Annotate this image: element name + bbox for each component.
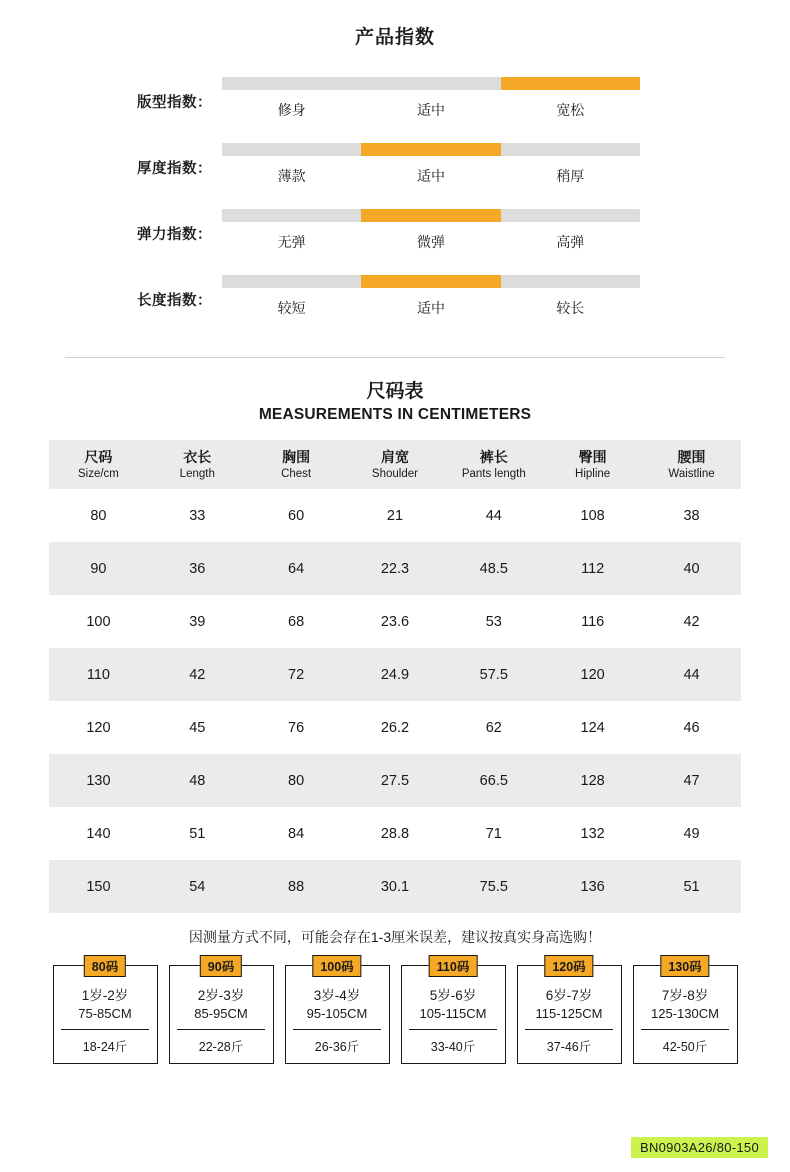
age-guide-size-tag: 90码 bbox=[200, 955, 242, 977]
table-cell: 110 bbox=[49, 648, 148, 701]
table-cell: 84 bbox=[247, 807, 346, 860]
table-cell: 150 bbox=[49, 860, 148, 913]
table-cell: 39 bbox=[148, 595, 247, 648]
table-row bbox=[49, 754, 741, 807]
product-index-list bbox=[0, 77, 790, 341]
table-cell: 49 bbox=[642, 807, 741, 860]
size-chart-title: 尺码表 bbox=[366, 381, 424, 402]
table-cell: 90 bbox=[49, 542, 148, 595]
age-guide-age: 3岁-4岁 bbox=[313, 988, 361, 1003]
column-header-en: Hipline bbox=[575, 468, 611, 480]
size-table-header-row bbox=[49, 440, 741, 489]
column-header-en: Length bbox=[179, 468, 215, 480]
age-guide-age: 1岁-2岁 bbox=[81, 988, 129, 1003]
table-cell: 108 bbox=[543, 489, 642, 542]
size-table-column-header bbox=[543, 440, 642, 489]
product-index-bar-wrap bbox=[222, 77, 640, 120]
table-cell: 28.8 bbox=[346, 807, 445, 860]
column-header-cn: 胸围 bbox=[282, 449, 311, 465]
product-index-tick-label: 较短 bbox=[277, 300, 306, 316]
column-header-cn: 腰围 bbox=[677, 449, 706, 465]
column-header-en: Waistline bbox=[668, 468, 715, 480]
product-index-tick-label: 无弹 bbox=[277, 234, 306, 250]
product-index-tick-label: 微弹 bbox=[416, 234, 445, 250]
sku-code-badge: BN0903A26/80-150 bbox=[631, 1137, 768, 1158]
table-cell: 22.3 bbox=[346, 542, 445, 595]
table-cell: 47 bbox=[642, 754, 741, 807]
table-cell: 44 bbox=[444, 489, 543, 542]
age-guide-weight: 22-28斤 bbox=[198, 1040, 244, 1054]
age-guide-box bbox=[401, 960, 506, 1064]
product-index-label: 厚度指数： bbox=[137, 161, 212, 177]
table-cell: 26.2 bbox=[346, 701, 445, 754]
product-index-tick-label: 高弹 bbox=[556, 234, 585, 250]
age-guide-box bbox=[285, 960, 390, 1064]
table-cell: 53 bbox=[444, 595, 543, 648]
table-row bbox=[49, 860, 741, 913]
table-row bbox=[49, 807, 741, 860]
size-table-body bbox=[49, 489, 741, 913]
product-index-label: 长度指数： bbox=[137, 293, 212, 309]
table-cell: 51 bbox=[148, 807, 247, 860]
product-index-bar-track bbox=[222, 275, 640, 288]
table-cell: 60 bbox=[247, 489, 346, 542]
age-guide-age: 2岁-3岁 bbox=[197, 988, 245, 1003]
section-divider bbox=[65, 357, 725, 358]
table-cell: 80 bbox=[247, 754, 346, 807]
table-cell: 88 bbox=[247, 860, 346, 913]
age-guide-size-tag: 80码 bbox=[84, 955, 126, 977]
age-guide-height: 75-85CM bbox=[78, 1006, 132, 1021]
column-header-cn: 肩宽 bbox=[380, 449, 409, 465]
table-cell: 136 bbox=[543, 860, 642, 913]
age-guide-separator bbox=[293, 1029, 382, 1030]
column-header-en: Shoulder bbox=[371, 468, 418, 480]
age-guide-box bbox=[517, 960, 622, 1064]
table-row bbox=[49, 648, 741, 701]
table-row bbox=[49, 701, 741, 754]
product-index-row bbox=[0, 77, 790, 143]
table-cell: 45 bbox=[148, 701, 247, 754]
table-row bbox=[49, 542, 741, 595]
product-index-bar-wrap bbox=[222, 275, 640, 318]
age-guide-weight: 33-40斤 bbox=[430, 1040, 476, 1054]
age-guide-box bbox=[633, 960, 738, 1064]
column-header-en: Pants length bbox=[461, 468, 526, 480]
age-guide-separator bbox=[525, 1029, 614, 1030]
table-cell: 33 bbox=[148, 489, 247, 542]
table-cell: 38 bbox=[642, 489, 741, 542]
age-guide-separator bbox=[61, 1029, 150, 1030]
size-table-head bbox=[49, 440, 741, 489]
table-cell: 72 bbox=[247, 648, 346, 701]
table-cell: 36 bbox=[148, 542, 247, 595]
table-cell: 75.5 bbox=[444, 860, 543, 913]
size-chart-subtitle: MEASUREMENTS IN CENTIMETERS bbox=[258, 406, 532, 423]
table-cell: 23.6 bbox=[346, 595, 445, 648]
table-cell: 112 bbox=[543, 542, 642, 595]
table-cell: 51 bbox=[642, 860, 741, 913]
table-cell: 71 bbox=[444, 807, 543, 860]
product-detail-page bbox=[0, 22, 790, 1172]
table-cell: 132 bbox=[543, 807, 642, 860]
product-index-tick-label: 稍厚 bbox=[556, 168, 585, 184]
product-index-row bbox=[0, 143, 790, 209]
table-cell: 54 bbox=[148, 860, 247, 913]
product-index-tick-label: 适中 bbox=[416, 102, 445, 118]
table-cell: 128 bbox=[543, 754, 642, 807]
table-cell: 120 bbox=[49, 701, 148, 754]
product-index-ticks bbox=[222, 232, 640, 252]
table-cell: 130 bbox=[49, 754, 148, 807]
age-guide-weight: 37-46斤 bbox=[546, 1040, 592, 1054]
table-cell: 124 bbox=[543, 701, 642, 754]
column-header-cn: 尺码 bbox=[84, 449, 113, 465]
table-row bbox=[49, 595, 741, 648]
product-index-row bbox=[0, 209, 790, 275]
size-table bbox=[49, 440, 741, 913]
table-cell: 76 bbox=[247, 701, 346, 754]
age-guide-height: 85-95CM bbox=[194, 1006, 248, 1021]
product-index-tick-label: 宽松 bbox=[556, 102, 585, 118]
size-table-column-header bbox=[247, 440, 346, 489]
product-index-bar-track bbox=[222, 209, 640, 222]
age-guide-box bbox=[53, 960, 158, 1064]
size-table-column-header bbox=[642, 440, 741, 489]
table-cell: 21 bbox=[346, 489, 445, 542]
product-index-bar-fill bbox=[361, 275, 500, 288]
product-index-label: 弹力指数： bbox=[137, 227, 212, 243]
product-index-label: 版型指数： bbox=[137, 95, 212, 111]
age-guide-weight: 26-36斤 bbox=[314, 1040, 360, 1054]
age-guide-weight: 42-50斤 bbox=[662, 1040, 708, 1054]
table-cell: 24.9 bbox=[346, 648, 445, 701]
product-index-bar-fill bbox=[361, 143, 500, 156]
age-guide-size-tag: 120码 bbox=[544, 955, 593, 977]
table-cell: 44 bbox=[642, 648, 741, 701]
product-index-bar-wrap bbox=[222, 143, 640, 186]
table-cell: 46 bbox=[642, 701, 741, 754]
product-index-title: 产品指数 bbox=[354, 27, 435, 48]
size-table-column-header bbox=[346, 440, 445, 489]
size-table-column-header bbox=[444, 440, 543, 489]
age-guide-row bbox=[0, 960, 790, 1064]
measurement-note: 因测量方式不同，可能会存在1-3厘米误差，建议按真实身高选购！ bbox=[188, 929, 602, 945]
age-guide-height: 105-115CM bbox=[419, 1006, 487, 1021]
product-index-bar-fill bbox=[361, 209, 500, 222]
table-cell: 116 bbox=[543, 595, 642, 648]
table-cell: 42 bbox=[148, 648, 247, 701]
table-cell: 120 bbox=[543, 648, 642, 701]
product-index-tick-label: 薄款 bbox=[277, 168, 306, 184]
column-header-en: Chest bbox=[281, 468, 312, 480]
column-header-cn: 裤长 bbox=[479, 449, 508, 465]
table-row bbox=[49, 489, 741, 542]
age-guide-height: 115-125CM bbox=[535, 1006, 603, 1021]
table-cell: 140 bbox=[49, 807, 148, 860]
product-index-ticks bbox=[222, 100, 640, 120]
age-guide-separator bbox=[641, 1029, 730, 1030]
product-index-tick-label: 较长 bbox=[556, 300, 585, 316]
product-index-ticks bbox=[222, 298, 640, 318]
product-index-bar-wrap bbox=[222, 209, 640, 252]
table-cell: 57.5 bbox=[444, 648, 543, 701]
product-index-bar-track bbox=[222, 143, 640, 156]
table-cell: 62 bbox=[444, 701, 543, 754]
age-guide-size-tag: 100码 bbox=[312, 955, 361, 977]
column-header-en: Size/cm bbox=[77, 468, 119, 480]
table-cell: 80 bbox=[49, 489, 148, 542]
age-guide-age: 6岁-7岁 bbox=[545, 988, 593, 1003]
column-header-cn: 衣长 bbox=[183, 449, 212, 465]
table-cell: 30.1 bbox=[346, 860, 445, 913]
table-cell: 68 bbox=[247, 595, 346, 648]
age-guide-separator bbox=[409, 1029, 498, 1030]
table-cell: 64 bbox=[247, 542, 346, 595]
product-index-tick-label: 适中 bbox=[416, 168, 445, 184]
age-guide-separator bbox=[177, 1029, 266, 1030]
age-guide-age: 7岁-8岁 bbox=[661, 988, 709, 1003]
table-cell: 100 bbox=[49, 595, 148, 648]
age-guide-weight: 18-24斤 bbox=[82, 1040, 128, 1054]
age-guide-age: 5岁-6岁 bbox=[429, 988, 477, 1003]
table-cell: 27.5 bbox=[346, 754, 445, 807]
product-index-bar-track bbox=[222, 77, 640, 90]
product-index-ticks bbox=[222, 166, 640, 186]
product-index-tick-label: 修身 bbox=[277, 102, 306, 118]
table-cell: 42 bbox=[642, 595, 741, 648]
age-guide-height: 95-105CM bbox=[306, 1006, 368, 1021]
size-table-column-header bbox=[49, 440, 148, 489]
age-guide-height: 125-130CM bbox=[651, 1006, 719, 1021]
table-cell: 48 bbox=[148, 754, 247, 807]
table-cell: 66.5 bbox=[444, 754, 543, 807]
size-table-column-header bbox=[148, 440, 247, 489]
age-guide-box bbox=[169, 960, 274, 1064]
product-index-row bbox=[0, 275, 790, 341]
table-cell: 40 bbox=[642, 542, 741, 595]
age-guide-size-tag: 110码 bbox=[429, 955, 478, 977]
product-index-bar-fill bbox=[501, 77, 640, 90]
column-header-cn: 臀围 bbox=[578, 449, 607, 465]
table-cell: 48.5 bbox=[444, 542, 543, 595]
product-index-tick-label: 适中 bbox=[416, 300, 445, 316]
age-guide-size-tag: 130码 bbox=[660, 955, 709, 977]
